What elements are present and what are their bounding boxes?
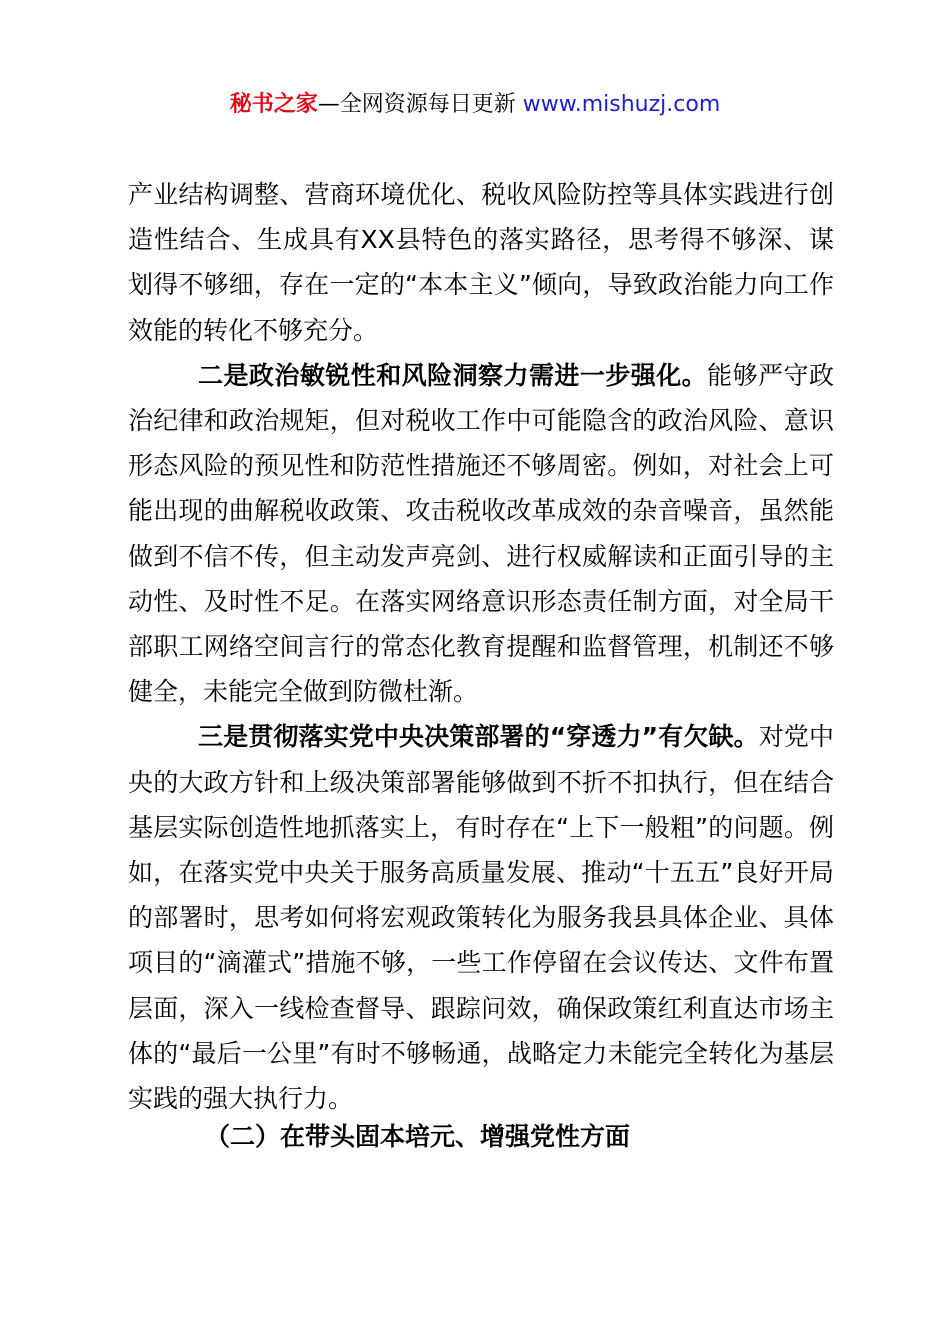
paragraph-1-text: 产业结构调整、营商环境优化、税收风险防控等具体实践进行创造性结合、生成具有XX县特色的落实路径，思考得不够深、谋划得不够细，存在一定的“本本主义”倾向，导致政治能力向工作效能的转化不够充分。 [128, 180, 834, 345]
site-url-link[interactable]: www.mishuzj.com [522, 92, 721, 117]
paragraph-3-text: 对党中央的大政方针和上级决策部署能够做到不折不扣执行，但在结合基层实际创造性地抓落实上，有时存在“上下一般粗”的问题。例如，在落实党中央关于服务高质量发展、推动“十五五”良好开局的部署时，思考如何将宏观政策转化为服务我县具体企业、具体项目的“滴灌式”措施不够，一些工作停留在会议传达、文件布置层面，深入一线检查督导、跟踪问效，确保政策红利直达市场主体的“最后一公里”有时不够畅通，战略定力未能完全转化为基层实践的强大执行力。 [128, 722, 834, 1114]
paragraph-2-lead: 二是政治敏锐性和风险洞察力需进一步强化。 [198, 360, 708, 390]
paragraph-point-two [128, 353, 834, 715]
paragraph-3-lead: 三是贯彻落实党中央决策部署的“穿透力”有欠缺。 [198, 722, 759, 752]
site-header [0, 88, 950, 122]
document-body [128, 172, 834, 1121]
header-slogan: —全网资源每日更新 [317, 92, 523, 117]
paragraph-continuation [128, 172, 834, 353]
paragraph-point-three [128, 714, 834, 1121]
brand-name: 秘书之家 [229, 92, 318, 117]
paragraph-2-text: 能够严守政治纪律和政治规矩，但对税收工作中可能隐含的政治风险、意识形态风险的预见性和防范性措施还不够周密。例如，对社会上可能出现的曲解税收政策、攻击税收改革成效的杂音噪音，虽然能做到不信不传，但主动发声亮剑、进行权威解读和正面引导的主动性、及时性不足。在落实网络意识形态责任制方面，对全局干部职工网络空间言行的常态化教育提醒和监督管理，机制还不够健全，未能完全做到防微杜渐。 [128, 360, 834, 707]
section-heading: （二）在带头固本培元、增强党性方面 [205, 1122, 631, 1151]
